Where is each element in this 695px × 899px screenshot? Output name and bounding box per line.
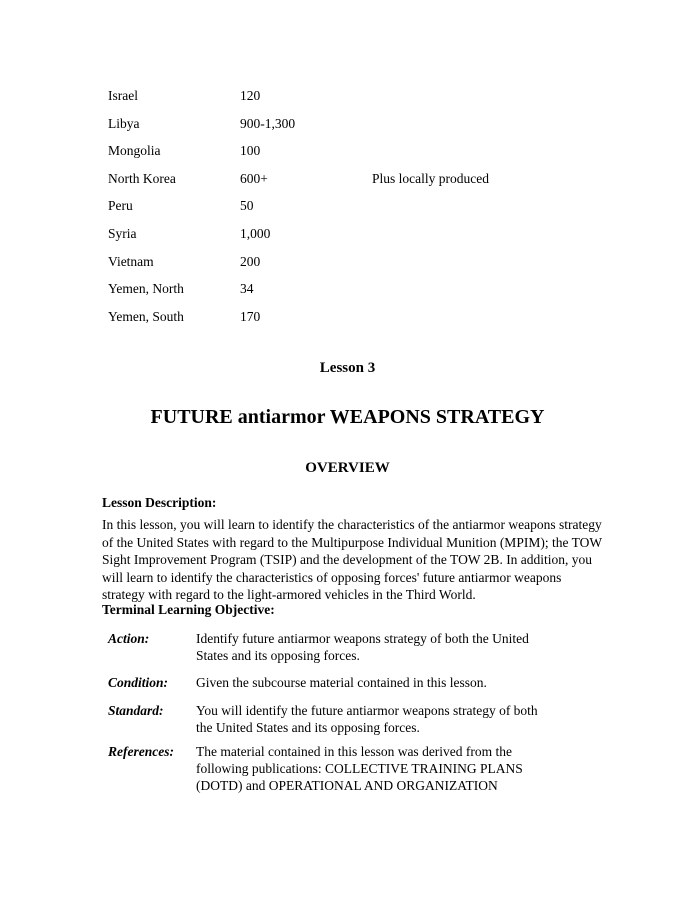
country-name: Yemen, South [108,308,184,324]
country-quantity: 1,000 [240,225,271,241]
country-quantity: 200 [240,253,261,269]
country-name: Mongolia [108,143,161,159]
standard-text: You will identify the future antiarmor weapons strategy of both the United States and its opposing forces. [196,703,538,735]
country-name: Peru [108,198,133,214]
references-label: References: [108,744,174,759]
lesson-description-text: In this lesson, you will learn to identify the characteristics of the antiarmor weapons strategy of the United States with regard to the Multipurpose Individual Munition (MPIM); the TOW Sight Improvement Program (TSIP) and the development of the TOW 2B. In addition, you will learn to identify the characteristics of opposing forces' future antiarmor weapons strategy with regard to the light-armored vehicles in the Third World. [102,517,602,602]
overview-heading: OVERVIEW [305,460,390,476]
country-quantity: 900-1,300 [240,115,296,131]
standard-label: Standard: [108,703,164,718]
country-name: Vietnam [108,253,154,269]
condition-text: Given the subcourse material contained in this lesson. [196,675,487,690]
country-note: Plus locally produced [372,170,489,186]
country-name: Syria [108,225,137,241]
country-name: Israel [108,88,138,103]
action-text: Identify future antiarmor weapons strategy of both the United States and its opposing forces. [196,631,529,663]
country-quantity: 170 [240,308,261,324]
lesson-title: FUTURE antiarmor WEAPONS STRATEGY [150,406,545,428]
lesson-description-heading: Lesson Description: [102,495,217,510]
country-quantity: 600+ [240,170,268,186]
terminal-learning-objective-heading: Terminal Learning Objective: [102,602,275,617]
lesson-number: Lesson 3 [319,360,376,376]
condition-label: Condition: [108,675,169,690]
country-name: North Korea [108,170,176,186]
action-label: Action: [108,631,150,646]
country-quantity: 34 [240,281,254,297]
country-quantity: 50 [240,198,254,214]
country-name: Yemen, North [108,281,184,297]
country-quantity: 120 [240,88,261,103]
country-quantity: 100 [240,143,261,159]
country-name: Libya [108,115,140,131]
references-text: The material contained in this lesson was derived from the following publications: COLLECTIVE TRAINING PLANS (DOTD) and OPERATIONAL AND ORGANIZATION [196,744,523,793]
